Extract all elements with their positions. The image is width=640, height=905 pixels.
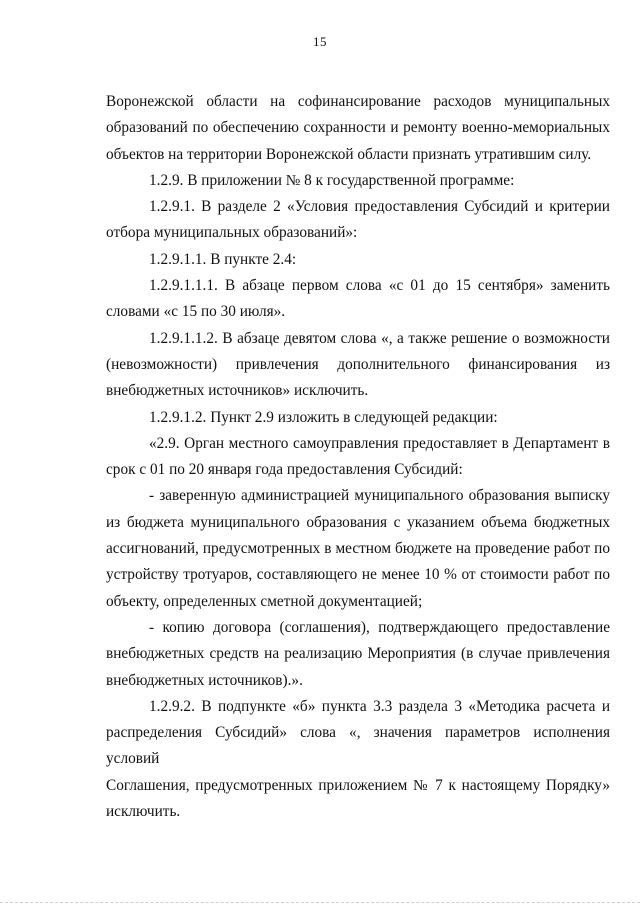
text-line: внебюджетных источников» исключить.	[106, 382, 369, 400]
text-line: словами «с 15 по 30 июля».	[106, 303, 286, 321]
text-line: 1.2.9.1.2. Пункт 2.9 изложить в следующей редакции:	[149, 408, 498, 426]
text-line: отбора муниципальных образований»:	[106, 224, 358, 242]
text-line: 1.2.9.1.1.2. В абзаце девятом слова «, а также решение о возможности	[149, 329, 610, 347]
text-line: 1.2.9.2. В подпункте «б» пункта 3.3 раздела 3 «Методика расчета и	[149, 697, 610, 715]
text-line: Соглашения, предусмотренных приложением № 7 к настоящему Порядку»	[106, 776, 610, 794]
document-body	[106, 89, 610, 825]
text-line: устройству тротуаров, составляющего не менее 10 % от стоимости работ по	[106, 566, 610, 584]
text-line: Воронежской области на софинансирование расходов муниципальных	[106, 93, 610, 110]
text-line: объекту, определенных сметной документацией;	[106, 592, 423, 610]
text-line: - копию договора (соглашения), подтверждающего предоставление	[149, 618, 610, 636]
text-line: 1.2.9.1.1. В пункте 2.4:	[149, 250, 297, 268]
text-line: срок с 01 по 20 января года предоставления Субсидий:	[106, 461, 463, 479]
text-line: ассигнований, предусмотренных в местном бюджете на проведение работ по	[106, 540, 610, 558]
text-line: «2.9. Орган местного самоуправления предоставляет в Департамент в	[149, 434, 610, 452]
text-line: объектов на территории Воронежской области признать утратившим силу.	[106, 145, 592, 163]
text-line: 1.2.9.1. В разделе 2 «Условия предоставления Субсидий и критерии	[149, 198, 610, 216]
text-line: - заверенную администрацией муниципального образования выписку	[149, 487, 610, 505]
text-line: из бюджета муниципального образования с указанием объема бюджетных	[106, 513, 610, 531]
text-line: распределения Субсидий» слова «, значения параметров исполнения условий	[106, 724, 610, 768]
page-bottom-edge	[0, 902, 640, 903]
text-line: 1.2.9.1.1.1. В абзаце первом слова «с 01 до 15 сентября» заменить	[149, 277, 610, 295]
text-line: 1.2.9. В приложении № 8 к государственной программе:	[149, 171, 515, 189]
text-line: образований по обеспечению сохранности и ремонту военно-мемориальных	[106, 119, 610, 137]
page-number: 15	[313, 34, 327, 49]
text-line: внебюджетных средств на реализацию Мероприятия (в случае привлечения	[106, 645, 610, 663]
text-line: (невозможности) привлечения дополнительного финансирования из	[106, 355, 610, 373]
text-line: внебюджетных источников).».	[106, 671, 303, 689]
text-line: исключить.	[106, 803, 181, 821]
